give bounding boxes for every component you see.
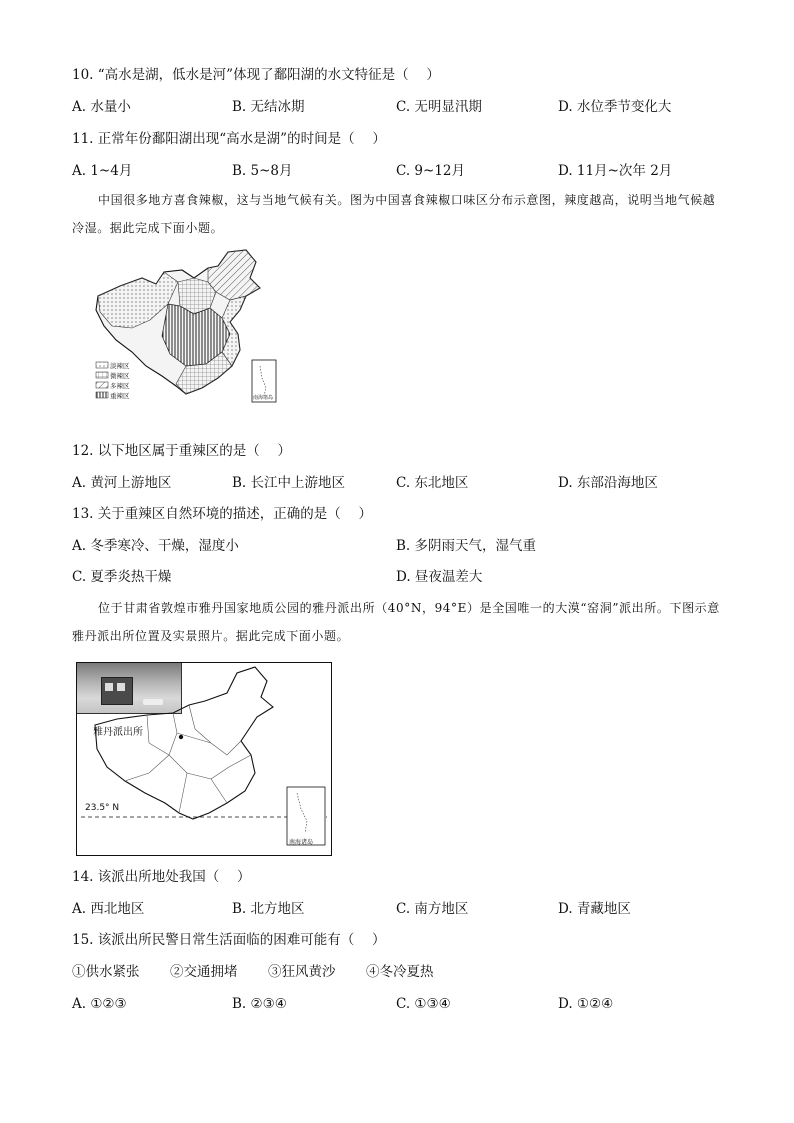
police-station-map [76, 662, 332, 856]
passage-yardang: 位于甘肃省敦煌市雅丹国家地质公园的雅丹派出所（40°N，94°E）是全国唯一的大漠“窑洞”派出所。下图示意雅丹派出所位置及实景照片。据此完成下面小题。 [72, 601, 720, 643]
q12-stem: 12. 以下地区属于重辣区的是（ ） [72, 443, 292, 459]
q10-option-b[interactable]: B. 无结冰期 [232, 99, 305, 115]
q10-option-a[interactable]: A. 水量小 [72, 99, 131, 115]
latitude-label: 23.5° N [85, 803, 120, 813]
legend-medium: 多辣区 [110, 382, 130, 390]
station-label: 雅丹派出所 [93, 727, 143, 738]
q15-item-3: ③狂风黄沙 [268, 964, 336, 980]
map1-inset-label: 南海诸岛 [253, 395, 274, 401]
q15-option-b[interactable]: B. ②③④ [232, 996, 287, 1012]
q14-stem: 14. 该派出所地处我国（ ） [72, 869, 251, 885]
q11-stem: 11. 正常年份鄱阳湖出现“高水是湖”的时间是（ ） [72, 131, 386, 147]
q14-option-a[interactable]: A. 西北地区 [72, 901, 145, 917]
q10-option-c[interactable]: C. 无明显汛期 [396, 99, 482, 115]
q15-stem: 15. 该派出所民警日常生活面临的困难可能有（ ） [72, 932, 386, 948]
q13-option-c[interactable]: C. 夏季炎热干燥 [72, 569, 172, 585]
q15-item-2: ②交通拥堵 [170, 964, 238, 980]
q15-item-1: ①供水紧张 [72, 964, 140, 980]
q11-option-a[interactable]: A. 1~4月 [72, 163, 133, 179]
q11-option-c[interactable]: C. 9~12月 [396, 163, 466, 179]
q15-option-a[interactable]: A. ①②③ [72, 996, 127, 1012]
q13-option-d[interactable]: D. 昼夜温差大 [396, 569, 483, 585]
q12-option-d[interactable]: D. 东部沿海地区 [558, 475, 658, 491]
q11-option-b[interactable]: B. 5~8月 [232, 163, 293, 179]
q10-stem: 10. “高水是湖，低水是河”体现了鄱阳湖的水文特征是（ ） [72, 67, 440, 83]
q13-option-b[interactable]: B. 多阴雨天气，湿气重 [396, 538, 537, 554]
q12-option-a[interactable]: A. 黄河上游地区 [72, 475, 172, 491]
q15-option-d[interactable]: D. ①②④ [558, 996, 614, 1012]
q13-stem: 13. 关于重辣区自然环境的描述，正确的是（ ） [72, 506, 373, 522]
map2-inset-label: 南海诸岛 [289, 839, 314, 846]
q14-option-b[interactable]: B. 北方地区 [232, 901, 305, 917]
q10-option-d[interactable]: D. 水位季节变化大 [558, 99, 672, 115]
q14-option-d[interactable]: D. 青藏地区 [558, 901, 631, 917]
q12-option-b[interactable]: B. 长江中上游地区 [232, 475, 346, 491]
legend-mild: 微辣区 [110, 372, 130, 380]
q12-option-c[interactable]: C. 东北地区 [396, 475, 469, 491]
q14-option-c[interactable]: C. 南方地区 [396, 901, 469, 917]
spicy-zone-map [90, 248, 280, 408]
passage-spicy: 中国很多地方喜食辣椒，这与当地气候有关。图为中国喜食辣椒口味区分布示意图，辣度越高，说明当地气候越冷湿。据此完成下面小题。 [72, 193, 716, 235]
q11-option-d[interactable]: D. 11月~次年 2月 [558, 163, 673, 179]
legend-heavy: 重辣区 [110, 392, 130, 400]
q15-item-4: ④冬冷夏热 [366, 964, 434, 980]
legend-light: 淡辣区 [110, 362, 130, 370]
q13-option-a[interactable]: A. 冬季寒冷、干燥，湿度小 [72, 538, 239, 554]
station-marker [179, 735, 183, 739]
q15-option-c[interactable]: C. ①③④ [396, 996, 451, 1012]
